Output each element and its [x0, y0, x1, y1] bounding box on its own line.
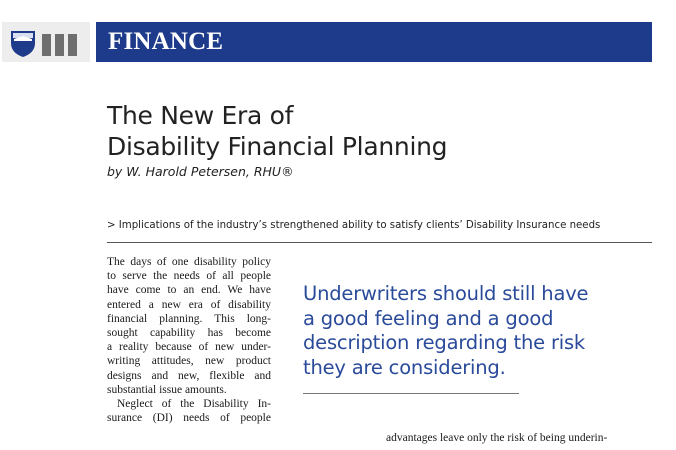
right-column-text: advantages leave only the risk of being underin-	[386, 432, 608, 444]
article-byline: by W. Harold Petersen, RHU®	[107, 164, 294, 179]
body-line: designs and new, flexible and	[107, 369, 271, 382]
body-line: financial planning. This long-	[107, 312, 271, 325]
article-title-line: The New Era of	[107, 101, 294, 130]
body-column	[107, 255, 271, 425]
body-line: a reality because of new under-	[107, 341, 271, 354]
publication-logo	[2, 22, 90, 62]
section-banner	[96, 22, 652, 62]
body-line: sought capability has become	[107, 327, 271, 340]
body-line: The days of one disability policy	[107, 256, 271, 268]
body-line: substantial issue amounts.	[107, 383, 227, 396]
article-title	[107, 100, 647, 162]
deck-divider	[107, 242, 652, 243]
body-line: have come to an end. We have	[107, 284, 271, 297]
article-title-line: Disability Financial Planning	[107, 132, 448, 161]
body-line: writing attitudes, new product	[107, 355, 271, 368]
body-line: to serve the needs of all people	[107, 270, 271, 283]
body-line: surance (DI) needs of people	[107, 412, 271, 425]
pull-quote	[303, 282, 633, 380]
pull-quote-line: a good feeling and a good	[303, 306, 554, 330]
body-line: entered a new era of disability	[107, 298, 271, 311]
pull-quote-line: Underwriters should still have	[303, 282, 589, 305]
pull-quote-line: description regarding the risk	[303, 331, 586, 354]
pull-quote-line: they are considering.	[303, 355, 506, 379]
body-line: Neglect of the Disability In-	[117, 398, 271, 411]
article-deck: > Implications of the industry’s strengthened ability to satisfy clients’ Disability Insurance needs	[107, 220, 601, 231]
section-title: FINANCE	[108, 28, 224, 55]
shield-columns-logo-icon	[2, 22, 90, 62]
pull-quote-divider	[303, 393, 519, 394]
